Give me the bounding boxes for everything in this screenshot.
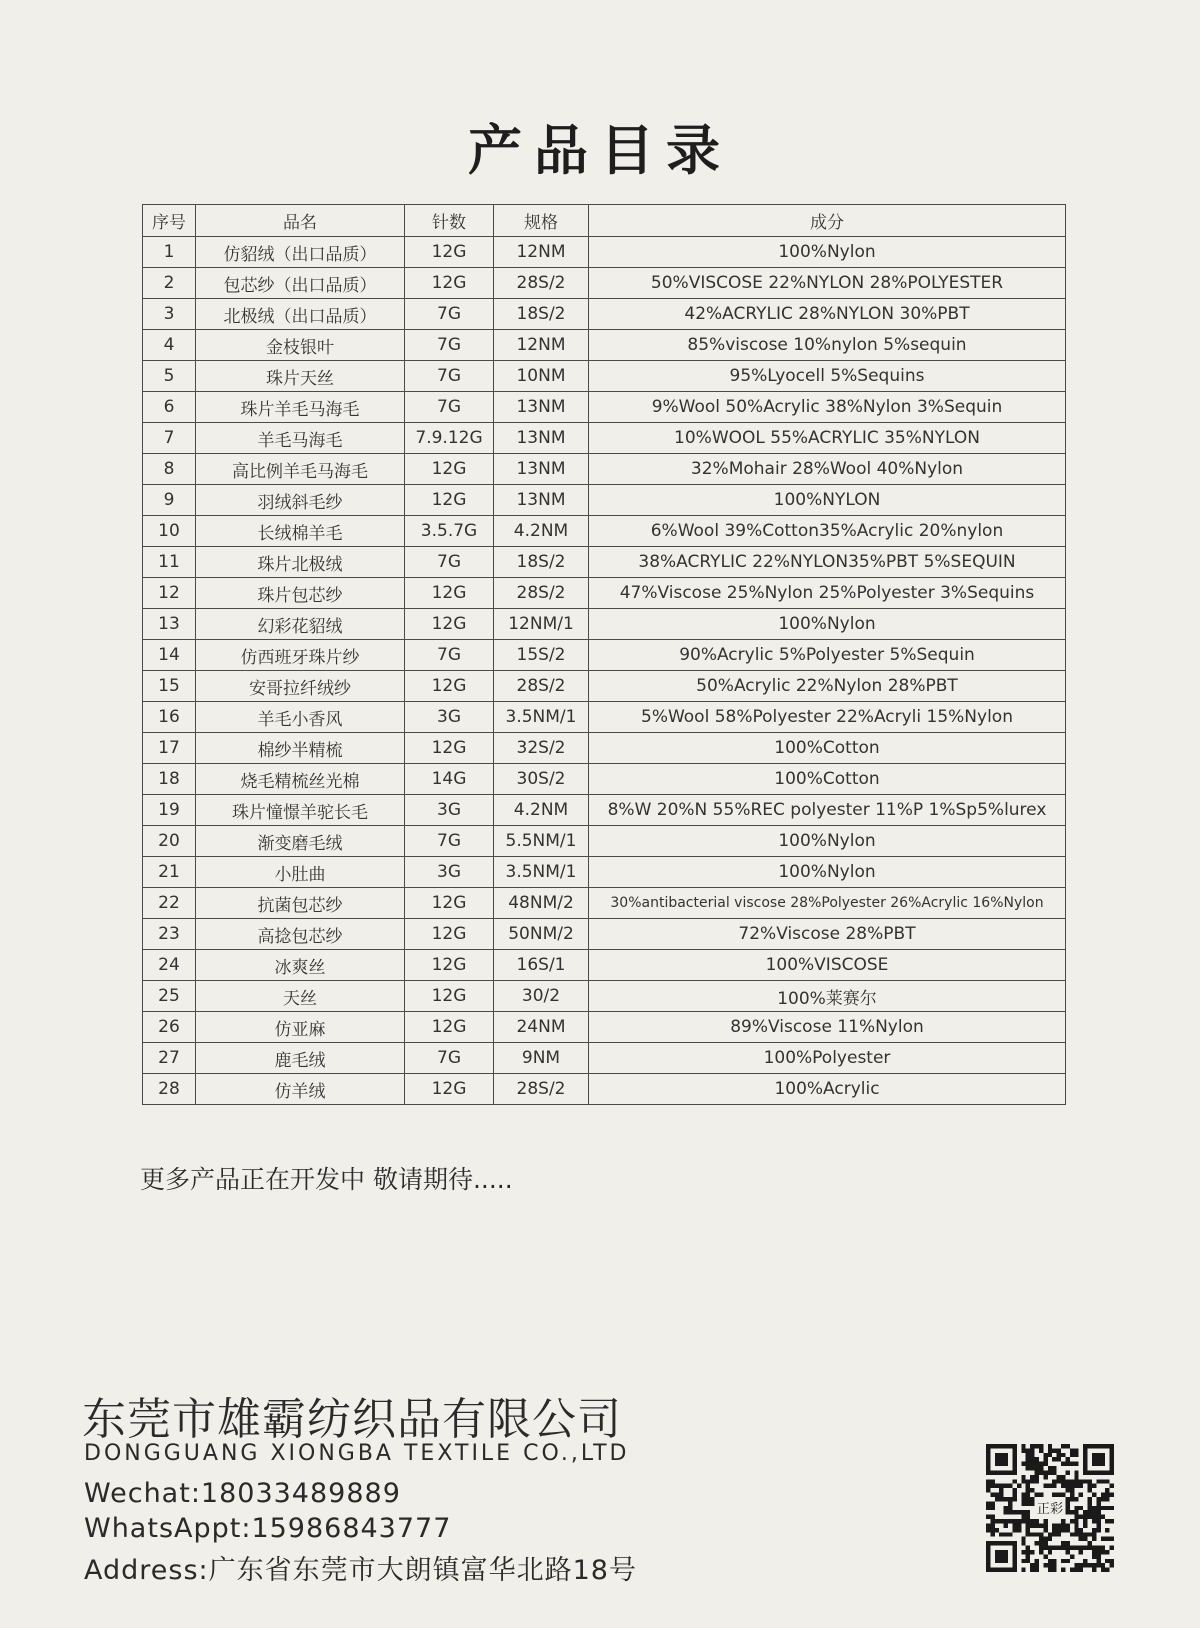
table-row	[143, 826, 1066, 857]
table-row	[143, 237, 1066, 268]
product-name: 金枝银叶	[196, 330, 405, 361]
needle-gauge: 12G	[405, 888, 494, 919]
needle-gauge: 7G	[405, 361, 494, 392]
row-no: 11	[143, 547, 196, 578]
page-title: 产品目录	[468, 118, 732, 182]
header-name: 品名	[196, 205, 405, 237]
row-no: 14	[143, 640, 196, 671]
product-name: 珠片天丝	[196, 361, 405, 392]
table-row	[143, 702, 1066, 733]
row-no: 4	[143, 330, 196, 361]
yarn-count: 12NM	[494, 330, 589, 361]
composition: 89%Viscose 11%Nylon	[589, 1012, 1066, 1043]
yarn-count: 5.5NM/1	[494, 826, 589, 857]
row-no: 9	[143, 485, 196, 516]
product-name: 小肚曲	[196, 857, 405, 888]
needle-gauge: 12G	[405, 268, 494, 299]
composition: 100%NYLON	[589, 485, 1066, 516]
table-row	[143, 671, 1066, 702]
row-no: 20	[143, 826, 196, 857]
composition: 50%Acrylic 22%Nylon 28%PBT	[589, 671, 1066, 702]
yarn-count: 15S/2	[494, 640, 589, 671]
row-no: 18	[143, 764, 196, 795]
row-no: 1	[143, 237, 196, 268]
product-name: 天丝	[196, 981, 405, 1012]
product-name: 幻彩花貂绒	[196, 609, 405, 640]
product-name: 高比例羊毛马海毛	[196, 454, 405, 485]
row-no: 17	[143, 733, 196, 764]
header-gauge: 针数	[405, 205, 494, 237]
composition: 6%Wool 39%Cotton35%Acrylic 20%nylon	[589, 516, 1066, 547]
table-row	[143, 485, 1066, 516]
yarn-count: 30S/2	[494, 764, 589, 795]
composition: 50%VISCOSE 22%NYLON 28%POLYESTER	[589, 268, 1066, 299]
row-no: 25	[143, 981, 196, 1012]
needle-gauge: 3G	[405, 795, 494, 826]
table-row	[143, 299, 1066, 330]
row-no: 2	[143, 268, 196, 299]
product-name: 棉纱半精梳	[196, 733, 405, 764]
composition: 100%Acrylic	[589, 1074, 1066, 1105]
product-name: 珠片包芯纱	[196, 578, 405, 609]
yarn-count: 4.2NM	[494, 795, 589, 826]
needle-gauge: 7G	[405, 547, 494, 578]
yarn-count: 9NM	[494, 1043, 589, 1074]
composition: 85%viscose 10%nylon 5%sequin	[589, 330, 1066, 361]
yarn-count: 3.5NM/1	[494, 702, 589, 733]
yarn-count: 28S/2	[494, 671, 589, 702]
qr-center-label: 正彩	[1036, 1501, 1064, 1517]
product-table	[142, 204, 1066, 1105]
yarn-count: 13NM	[494, 454, 589, 485]
row-no: 3	[143, 299, 196, 330]
needle-gauge: 12G	[405, 485, 494, 516]
row-no: 24	[143, 950, 196, 981]
needle-gauge: 7G	[405, 392, 494, 423]
table-row	[143, 733, 1066, 764]
composition: 100%莱赛尔	[589, 981, 1066, 1012]
product-name: 仿亚麻	[196, 1012, 405, 1043]
row-no: 10	[143, 516, 196, 547]
row-no: 28	[143, 1074, 196, 1105]
needle-gauge: 3G	[405, 702, 494, 733]
table-row	[143, 1074, 1066, 1105]
table-row	[143, 268, 1066, 299]
product-name: 高捻包芯纱	[196, 919, 405, 950]
table-row	[143, 640, 1066, 671]
row-no: 26	[143, 1012, 196, 1043]
row-no: 13	[143, 609, 196, 640]
composition: 100%Polyester	[589, 1043, 1066, 1074]
table-row	[143, 857, 1066, 888]
company-name-en: DONGGUANG XIONGBA TEXTILE CO.,LTD	[84, 1441, 630, 1466]
composition: 100%Nylon	[589, 609, 1066, 640]
table-row	[143, 1012, 1066, 1043]
product-name: 安哥拉纤绒纱	[196, 671, 405, 702]
composition: 100%VISCOSE	[589, 950, 1066, 981]
header-composition: 成分	[589, 205, 1066, 237]
composition: 100%Nylon	[589, 237, 1066, 268]
table-row	[143, 578, 1066, 609]
yarn-count: 3.5NM/1	[494, 857, 589, 888]
row-no: 16	[143, 702, 196, 733]
needle-gauge: 14G	[405, 764, 494, 795]
needle-gauge: 7G	[405, 640, 494, 671]
product-name: 渐变磨毛绒	[196, 826, 405, 857]
product-name: 珠片憧憬羊驼长毛	[196, 795, 405, 826]
needle-gauge: 12G	[405, 950, 494, 981]
yarn-count: 4.2NM	[494, 516, 589, 547]
composition: 42%ACRYLIC 28%NYLON 30%PBT	[589, 299, 1066, 330]
needle-gauge: 12G	[405, 1074, 494, 1105]
table-row	[143, 950, 1066, 981]
product-name: 抗菌包芯纱	[196, 888, 405, 919]
needle-gauge: 12G	[405, 981, 494, 1012]
yarn-count: 13NM	[494, 423, 589, 454]
needle-gauge: 12G	[405, 919, 494, 950]
header-spec: 规格	[494, 205, 589, 237]
yarn-count: 13NM	[494, 485, 589, 516]
composition: 30%antibacterial viscose 28%Polyester 26%Acrylic 16%Nylon	[589, 888, 1066, 919]
row-no: 7	[143, 423, 196, 454]
composition: 100%Cotton	[589, 733, 1066, 764]
yarn-count: 50NM/2	[494, 919, 589, 950]
row-no: 15	[143, 671, 196, 702]
yarn-count: 48NM/2	[494, 888, 589, 919]
table-row	[143, 330, 1066, 361]
address: Address:广东省东莞市大朗镇富华北路18号	[84, 1555, 637, 1586]
table-row	[143, 1043, 1066, 1074]
needle-gauge: 3.5.7G	[405, 516, 494, 547]
row-no: 6	[143, 392, 196, 423]
yarn-count: 24NM	[494, 1012, 589, 1043]
product-name: 冰爽丝	[196, 950, 405, 981]
row-no: 5	[143, 361, 196, 392]
yarn-count: 10NM	[494, 361, 589, 392]
table-row	[143, 764, 1066, 795]
composition: 8%W 20%N 55%REC polyester 11%P 1%Sp5%lurex	[589, 795, 1066, 826]
table-row	[143, 888, 1066, 919]
composition: 10%WOOL 55%ACRYLIC 35%NYLON	[589, 423, 1066, 454]
product-name: 羊毛马海毛	[196, 423, 405, 454]
table-row	[143, 919, 1066, 950]
table-row	[143, 609, 1066, 640]
composition: 5%Wool 58%Polyester 22%Acryli 15%Nylon	[589, 702, 1066, 733]
product-name: 仿西班牙珠片纱	[196, 640, 405, 671]
yarn-count: 28S/2	[494, 578, 589, 609]
yarn-count: 32S/2	[494, 733, 589, 764]
needle-gauge: 7.9.12G	[405, 423, 494, 454]
more-products-note: 更多产品正在开发中 敬请期待.....	[140, 1165, 513, 1194]
needle-gauge: 7G	[405, 826, 494, 857]
needle-gauge: 7G	[405, 299, 494, 330]
needle-gauge: 7G	[405, 1043, 494, 1074]
product-name: 长绒棉羊毛	[196, 516, 405, 547]
product-name: 仿貂绒（出口品质）	[196, 237, 405, 268]
yarn-count: 16S/1	[494, 950, 589, 981]
needle-gauge: 12G	[405, 733, 494, 764]
composition: 100%Nylon	[589, 826, 1066, 857]
table-row	[143, 454, 1066, 485]
table-row	[143, 392, 1066, 423]
table-header-row	[143, 205, 1066, 237]
needle-gauge: 12G	[405, 578, 494, 609]
yarn-count: 28S/2	[494, 268, 589, 299]
yarn-count: 30/2	[494, 981, 589, 1012]
product-name: 羊毛小香风	[196, 702, 405, 733]
yarn-count: 12NM	[494, 237, 589, 268]
table-row	[143, 361, 1066, 392]
row-no: 19	[143, 795, 196, 826]
row-no: 22	[143, 888, 196, 919]
row-no: 8	[143, 454, 196, 485]
row-no: 21	[143, 857, 196, 888]
product-name: 羽绒斜毛纱	[196, 485, 405, 516]
composition: 72%Viscose 28%PBT	[589, 919, 1066, 950]
product-name: 烧毛精梳丝光棉	[196, 764, 405, 795]
composition: 32%Mohair 28%Wool 40%Nylon	[589, 454, 1066, 485]
product-name: 包芯纱（出口品质）	[196, 268, 405, 299]
table-row	[143, 981, 1066, 1012]
row-no: 23	[143, 919, 196, 950]
table-row	[143, 423, 1066, 454]
needle-gauge: 7G	[405, 330, 494, 361]
composition: 47%Viscose 25%Nylon 25%Polyester 3%Sequins	[589, 578, 1066, 609]
needle-gauge: 3G	[405, 857, 494, 888]
table-row	[143, 516, 1066, 547]
yarn-count: 12NM/1	[494, 609, 589, 640]
composition: 100%Cotton	[589, 764, 1066, 795]
table-row	[143, 795, 1066, 826]
needle-gauge: 12G	[405, 609, 494, 640]
needle-gauge: 12G	[405, 454, 494, 485]
yarn-count: 18S/2	[494, 299, 589, 330]
product-name: 珠片北极绒	[196, 547, 405, 578]
composition: 95%Lyocell 5%Sequins	[589, 361, 1066, 392]
product-name: 鹿毛绒	[196, 1043, 405, 1074]
qr-code-icon	[986, 1444, 1114, 1572]
needle-gauge: 12G	[405, 671, 494, 702]
wechat-contact: Wechat:18033489889	[84, 1478, 401, 1509]
row-no: 12	[143, 578, 196, 609]
product-name: 仿羊绒	[196, 1074, 405, 1105]
table-row	[143, 547, 1066, 578]
yarn-count: 28S/2	[494, 1074, 589, 1105]
needle-gauge: 12G	[405, 237, 494, 268]
composition: 38%ACRYLIC 22%NYLON35%PBT 5%SEQUIN	[589, 547, 1066, 578]
yarn-count: 13NM	[494, 392, 589, 423]
company-name-cn: 东莞市雄霸纺织品有限公司	[82, 1394, 622, 1445]
yarn-count: 18S/2	[494, 547, 589, 578]
product-name: 北极绒（出口品质）	[196, 299, 405, 330]
header-no: 序号	[143, 205, 196, 237]
composition: 100%Nylon	[589, 857, 1066, 888]
composition: 9%Wool 50%Acrylic 38%Nylon 3%Sequin	[589, 392, 1066, 423]
needle-gauge: 12G	[405, 1012, 494, 1043]
composition: 90%Acrylic 5%Polyester 5%Sequin	[589, 640, 1066, 671]
row-no: 27	[143, 1043, 196, 1074]
product-name: 珠片羊毛马海毛	[196, 392, 405, 423]
whatsapp-contact: WhatsAppt:15986843777	[84, 1513, 452, 1544]
